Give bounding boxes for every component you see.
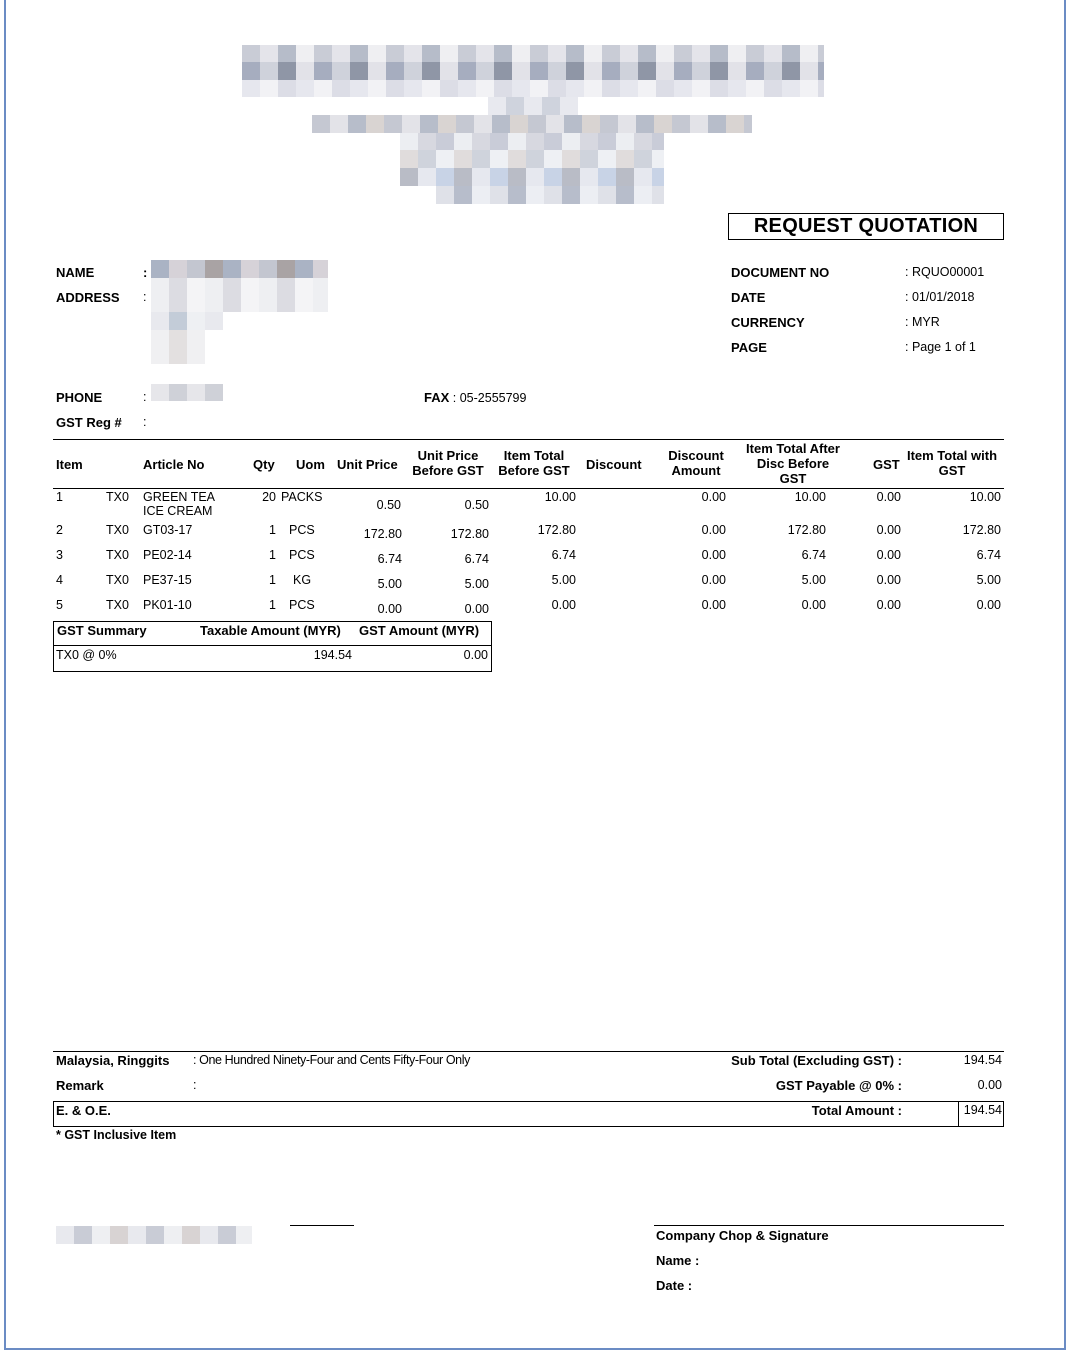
gst-inclusive-note: * GST Inclusive Item [56, 1128, 177, 1142]
page-value: : Page 1 of 1 [905, 340, 976, 354]
fax-label: FAX [424, 390, 450, 405]
redacted-name [151, 260, 328, 278]
row-with-gst: 172.80 [962, 523, 1001, 537]
document-title: REQUEST QUOTATION [728, 213, 1004, 240]
row-unit-price: 6.74 [377, 552, 402, 566]
row-tax-code: TX0 [106, 573, 129, 587]
total-value: 194.54 [963, 1103, 1002, 1117]
date-label: DATE [731, 290, 766, 305]
row-article: GT03-17 [143, 523, 193, 537]
phone-colon: : [143, 390, 147, 404]
row-unit-before-gst: 5.00 [464, 577, 489, 591]
row-uom: PCS [289, 523, 315, 537]
row-qty: 1 [269, 598, 276, 612]
total-value-divider [958, 1101, 959, 1127]
row-tax-code: TX0 [106, 598, 129, 612]
col-qty: Qty [253, 457, 275, 472]
col-discount-amount: Discount Amount [668, 448, 724, 478]
gst-payable-value: 0.00 [977, 1078, 1002, 1092]
address-label: ADDRESS [56, 290, 120, 305]
row-tax-code: TX0 [106, 548, 129, 562]
fax-value: : 05-2555799 [452, 391, 527, 405]
col-item: Item [56, 457, 83, 472]
eoe-label: E. & O.E. [56, 1103, 111, 1118]
subtotal-label: Sub Total (Excluding GST) : [731, 1053, 902, 1068]
row-gst: 0.00 [876, 548, 901, 562]
redacted-address-line3 [151, 330, 205, 364]
page-label: PAGE [731, 340, 767, 355]
row-unit-before-gst: 0.50 [464, 498, 489, 512]
table-header-rule [53, 488, 1004, 489]
col-item-total-after-disc: Item Total After Disc Before GST [746, 441, 840, 486]
remark-label: Remark [56, 1078, 104, 1093]
row-article: PE37-15 [143, 573, 192, 587]
gst-summary-taxable-header: Taxable Amount (MYR) [200, 623, 341, 638]
gst-summary-gst: 0.00 [463, 648, 488, 662]
row-item: 2 [56, 523, 63, 537]
row-after-disc: 10.00 [794, 490, 826, 504]
col-unit-price: Unit Price [337, 457, 398, 472]
row-article: PK01-10 [143, 598, 192, 612]
document-no-value: : RQUO00001 [905, 265, 985, 279]
total-label: Total Amount : [811, 1103, 902, 1118]
row-with-gst: 10.00 [969, 490, 1001, 504]
row-discount-amount: 0.00 [701, 490, 726, 504]
col-item-total-before-gst: Item Total Before GST [498, 448, 570, 478]
footer-top-rule [53, 1051, 1004, 1052]
row-with-gst: 0.00 [976, 598, 1001, 612]
gst-summary-taxable: 194.54 [313, 648, 352, 662]
col-uom: Uom [296, 457, 325, 472]
row-article: GREEN TEA [143, 490, 216, 504]
gst-summary-label: GST Summary [57, 623, 147, 638]
row-uom: PACKS [281, 490, 323, 504]
row-after-disc: 172.80 [787, 523, 826, 537]
gst-reg-value: : [143, 415, 147, 429]
signature-name-label: Name : [656, 1253, 700, 1268]
table-top-rule [53, 439, 1004, 440]
name-label: NAME [56, 265, 95, 280]
row-with-gst: 6.74 [976, 548, 1001, 562]
row-total-before-gst: 0.00 [551, 598, 576, 612]
row-item: 3 [56, 548, 63, 562]
row-tax-code: TX0 [106, 490, 129, 504]
subtotal-value: 194.54 [963, 1053, 1002, 1067]
row-unit-before-gst: 6.74 [464, 552, 489, 566]
address-colon: : [143, 290, 147, 304]
row-gst: 0.00 [876, 573, 901, 587]
phone-label: PHONE [56, 390, 103, 405]
row-article-line2: ICE CREAM [143, 504, 213, 518]
date-value: : 01/01/2018 [905, 290, 975, 304]
row-unit-price: 172.80 [363, 527, 402, 541]
gst-summary-gst-header: GST Amount (MYR) [359, 623, 480, 638]
redacted-signatory [56, 1226, 252, 1244]
col-unit-price-before-gst: Unit Price Before GST [412, 448, 484, 478]
col-item-total-with-gst: Item Total with GST [906, 448, 998, 478]
row-with-gst: 5.00 [976, 573, 1001, 587]
row-gst: 0.00 [876, 598, 901, 612]
row-unit-price: 5.00 [377, 577, 402, 591]
row-gst: 0.00 [876, 490, 901, 504]
currency-value: : MYR [905, 315, 940, 329]
col-discount: Discount [586, 457, 642, 472]
left-signature-line [290, 1225, 354, 1226]
signature-date-label: Date : [656, 1278, 693, 1293]
row-unit-price: 0.50 [376, 498, 401, 512]
row-total-before-gst: 172.80 [537, 523, 576, 537]
row-unit-price: 0.00 [377, 602, 402, 616]
row-uom: PCS [289, 548, 315, 562]
row-uom: PCS [289, 598, 315, 612]
row-discount-amount: 0.00 [701, 573, 726, 587]
col-article-no: Article No [143, 457, 205, 472]
redacted-address-line1 [151, 278, 328, 312]
col-gst: GST [873, 457, 900, 472]
company-chop-label: Company Chop & Signature [656, 1228, 829, 1243]
gst-reg-label: GST Reg # [56, 415, 122, 430]
row-item: 5 [56, 598, 63, 612]
name-colon: : [143, 265, 148, 280]
row-unit-before-gst: 0.00 [464, 602, 489, 616]
row-discount-amount: 0.00 [701, 598, 726, 612]
row-total-before-gst: 5.00 [551, 573, 576, 587]
row-tax-code: TX0 [106, 523, 129, 537]
currency-words-label: Malaysia, Ringgits [56, 1053, 170, 1068]
row-qty: 1 [269, 573, 276, 587]
row-gst: 0.00 [876, 523, 901, 537]
gst-summary-divider [53, 645, 492, 646]
row-item: 1 [56, 490, 63, 504]
row-total-before-gst: 10.00 [544, 490, 576, 504]
row-total-before-gst: 6.74 [551, 548, 576, 562]
row-qty: 1 [269, 523, 276, 537]
right-signature-line [654, 1225, 1004, 1226]
row-article: PE02-14 [143, 548, 192, 562]
row-discount-amount: 0.00 [701, 548, 726, 562]
row-qty: 20 [262, 490, 276, 504]
currency-label: CURRENCY [731, 315, 805, 330]
gst-payable-label: GST Payable @ 0% : [775, 1078, 902, 1093]
row-discount-amount: 0.00 [701, 523, 726, 537]
row-item: 4 [56, 573, 63, 587]
redacted-address-line2 [151, 312, 223, 330]
remark-value: : [193, 1078, 197, 1092]
currency-words-value: : One Hundred Ninety-Four and Cents Fifty-Four Only [193, 1053, 470, 1067]
gst-summary-code: TX0 @ 0% [56, 648, 117, 662]
row-after-disc: 5.00 [801, 573, 826, 587]
document-no-label: DOCUMENT NO [731, 265, 830, 280]
row-after-disc: 0.00 [801, 598, 826, 612]
fax-field [424, 390, 526, 405]
redacted-phone [151, 384, 223, 401]
row-uom: KG [293, 573, 312, 587]
row-qty: 1 [269, 548, 276, 562]
row-unit-before-gst: 172.80 [450, 527, 489, 541]
row-after-disc: 6.74 [801, 548, 826, 562]
